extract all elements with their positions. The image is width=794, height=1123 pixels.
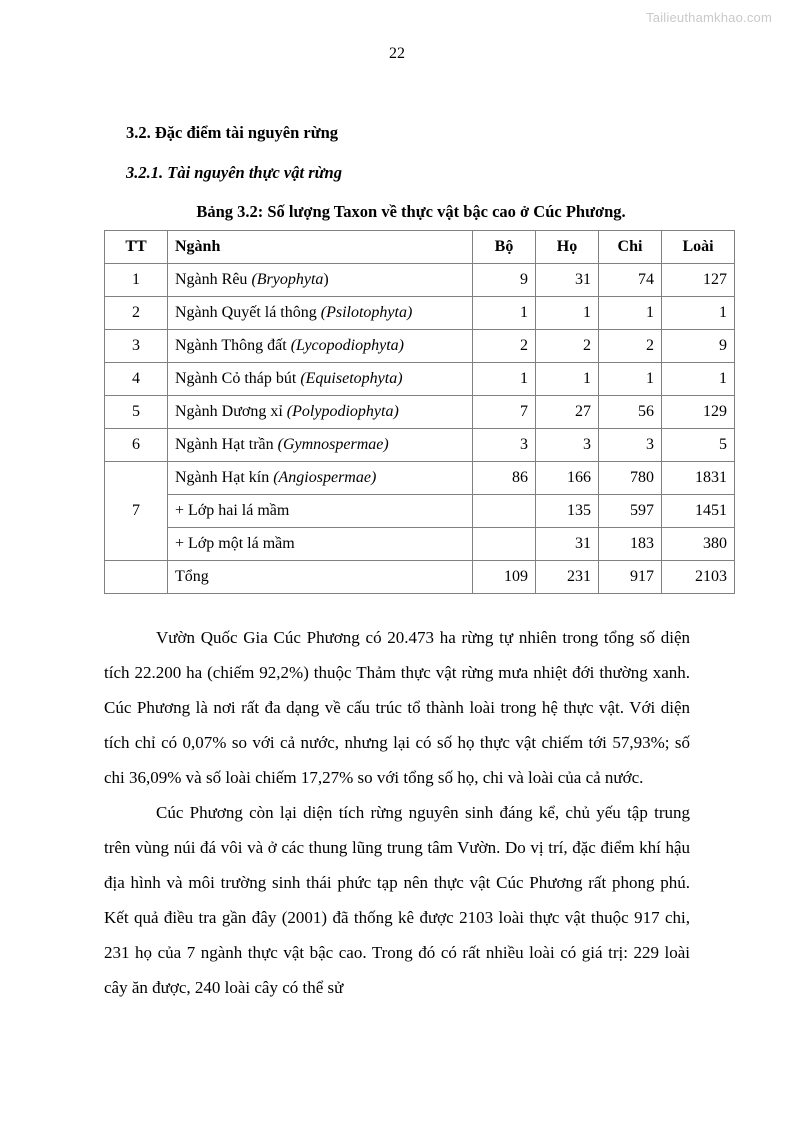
cell-bo: 2 (473, 330, 536, 363)
cell-loai: 127 (662, 264, 735, 297)
paragraph (104, 795, 690, 1005)
taxon-table (104, 230, 735, 594)
table-row (105, 363, 735, 396)
taxon-scientific-name: (Equisetophyta) (300, 370, 403, 387)
cell-tt: 5 (105, 396, 168, 429)
cell-nganh (168, 264, 473, 297)
cell-nganh (168, 429, 473, 462)
taxon-name: Ngành Dương xỉ (175, 403, 287, 420)
cell-total-chi: 917 (599, 561, 662, 594)
column-header-tt: TT (105, 231, 168, 264)
cell-bo: 7 (473, 396, 536, 429)
column-header-ho: Họ (536, 231, 599, 264)
taxon-scientific-name: (Bryophyta (251, 271, 324, 288)
cell-ho: 135 (536, 495, 599, 528)
cell-loai: 9 (662, 330, 735, 363)
taxon-scientific-name: (Gymnospermae) (277, 436, 389, 453)
cell-loai: 5 (662, 429, 735, 462)
taxon-name: Ngành Rêu (175, 271, 252, 288)
body-text (104, 620, 690, 1005)
cell-ho: 1 (536, 363, 599, 396)
paragraph-text: Cúc Phương còn lại diện tích rừng nguyên sinh đáng kể, chủ yếu tập trung trên vùng núi đá vôi và ở các thung lũng trung tâm Vườn. Do vị trí, đặc điểm khí hậu địa hình và môi trường sinh thái phức tạp nên thực vật Cúc Phương rất phong phú. Kết quả điều tra gần đây (2001) đã thống kê được 2103 loài thực vật thuộc 917 chi, 231 họ của 7 ngành thực vật bậc cao. Trong đó có rất nhiều loài có giá trị: 229 loài cây ăn được, 240 loài cây có thể sử (104, 803, 690, 997)
cell-ho: 166 (536, 462, 599, 495)
cell-ho: 1 (536, 297, 599, 330)
taxon-scientific-name: (Angiospermae) (273, 469, 377, 486)
site-watermark: Tailieuthamkhao.com (646, 10, 772, 25)
cell-chi: 1 (599, 363, 662, 396)
column-header-loai: Loài (662, 231, 735, 264)
cell-tt: 2 (105, 297, 168, 330)
cell-tt: 3 (105, 330, 168, 363)
cell-chi: 74 (599, 264, 662, 297)
cell-chi: 183 (599, 528, 662, 561)
taxon-name: Ngành Cỏ tháp bút (175, 370, 301, 387)
cell-tt: 4 (105, 363, 168, 396)
cell-chi: 56 (599, 396, 662, 429)
subsection-heading: 3.2.1. Tài nguyên thực vật rừng (126, 163, 342, 182)
cell-tt: 7 (105, 462, 168, 561)
cell-chi: 597 (599, 495, 662, 528)
taxon-name: Ngành Hạt kín (175, 469, 274, 486)
column-header-bo: Bộ (473, 231, 536, 264)
paragraph (104, 620, 690, 795)
column-header-chi: Chi (599, 231, 662, 264)
table-body (105, 264, 735, 594)
taxon-scientific-tail: ) (323, 271, 329, 288)
cell-total-label: Tổng (168, 561, 473, 594)
cell-ho: 3 (536, 429, 599, 462)
taxon-name: Ngành Thông đất (175, 337, 291, 354)
cell-loai: 1451 (662, 495, 735, 528)
cell-bo: 9 (473, 264, 536, 297)
cell-chi: 3 (599, 429, 662, 462)
table-row (105, 429, 735, 462)
table-caption: Bảng 3.2: Số lượng Taxon về thực vật bậc cao ở Cúc Phương. (196, 202, 626, 221)
cell-bo: 86 (473, 462, 536, 495)
cell-bo (473, 528, 536, 561)
column-header-nganh: Ngành (168, 231, 473, 264)
table-row (105, 330, 735, 363)
cell-loai: 129 (662, 396, 735, 429)
table-row (105, 396, 735, 429)
cell-ho: 31 (536, 264, 599, 297)
cell-total-loai: 2103 (662, 561, 735, 594)
cell-chi: 780 (599, 462, 662, 495)
cell-nganh (168, 363, 473, 396)
table-row (105, 297, 735, 330)
cell-nganh (168, 462, 473, 495)
taxon-name: Ngành Quyết lá thông (175, 304, 321, 321)
taxon-name: Ngành Hạt trần (175, 436, 278, 453)
page-content (104, 120, 727, 1005)
table-row (105, 528, 735, 561)
table-row (105, 462, 735, 495)
table-row (105, 264, 735, 297)
taxon-scientific-name: (Lycopodiophyta) (290, 337, 404, 354)
cell-loai: 1 (662, 297, 735, 330)
cell-tt (105, 561, 168, 594)
table-header-row (105, 231, 735, 264)
section-heading: 3.2. Đặc điểm tài nguyên rừng (126, 123, 339, 142)
cell-bo: 3 (473, 429, 536, 462)
cell-tt: 1 (105, 264, 168, 297)
cell-nganh: + Lớp một lá mầm (168, 528, 473, 561)
table-row (105, 495, 735, 528)
cell-bo: 1 (473, 297, 536, 330)
taxon-scientific-name: (Psilotophyta) (320, 304, 413, 321)
cell-ho: 2 (536, 330, 599, 363)
cell-nganh (168, 396, 473, 429)
cell-loai: 1 (662, 363, 735, 396)
cell-chi: 1 (599, 297, 662, 330)
cell-loai: 1831 (662, 462, 735, 495)
table-total-row (105, 561, 735, 594)
cell-nganh (168, 330, 473, 363)
taxon-scientific-name: (Polypodiophyta) (286, 403, 399, 420)
cell-ho: 27 (536, 396, 599, 429)
paragraph-text: Vườn Quốc Gia Cúc Phương có 20.473 ha rừng tự nhiên trong tổng số diện tích 22.200 ha (chiếm 92,2%) thuộc Thảm thực vật rừng mưa nhiệt đới thường xanh. Cúc Phương là nơi rất đa dạng về cấu trúc tổ thành loài trong hệ thực vật. Với diện tích chỉ có 0,07% so với cả nước, nhưng lại có số họ thực vật chiếm tới 57,93%; số chi 36,09% và số loài chiếm 17,27% so với tổng số họ, chi và loài của cả nước. (104, 628, 690, 787)
cell-total-ho: 231 (536, 561, 599, 594)
cell-chi: 2 (599, 330, 662, 363)
table-header (105, 231, 735, 264)
cell-bo: 1 (473, 363, 536, 396)
cell-bo (473, 495, 536, 528)
cell-nganh: + Lớp hai lá mầm (168, 495, 473, 528)
page-number: 22 (389, 45, 405, 62)
cell-total-bo: 109 (473, 561, 536, 594)
cell-ho: 31 (536, 528, 599, 561)
cell-loai: 380 (662, 528, 735, 561)
cell-nganh (168, 297, 473, 330)
cell-tt: 6 (105, 429, 168, 462)
